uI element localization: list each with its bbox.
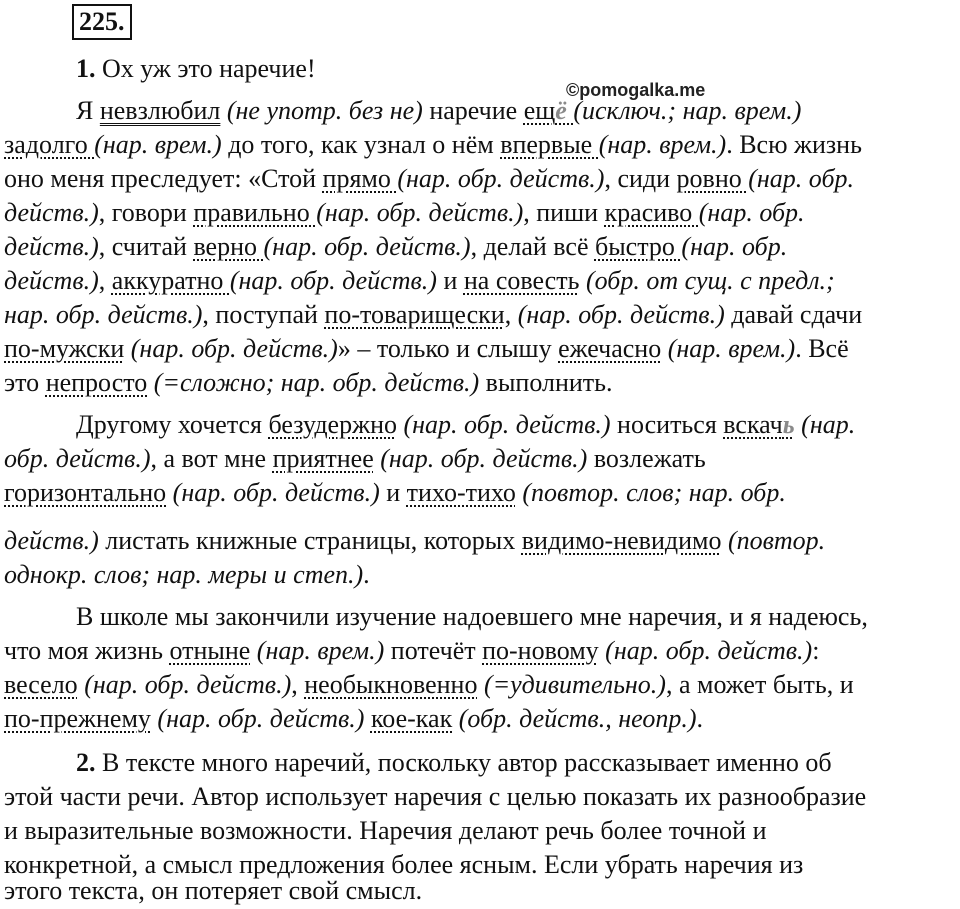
text-fragment: , говори: [98, 198, 194, 227]
annotation: (нар. врем.): [598, 130, 727, 159]
adverb: горизонтально: [4, 478, 167, 507]
adverb: правильно: [193, 198, 317, 227]
annotation: (нар. врем.): [661, 334, 796, 363]
text-fragment: выполнить.: [479, 368, 613, 397]
text-fragment: » – только и слышу: [337, 334, 559, 363]
annotation: (повтор. слов; нар. обр.: [515, 478, 786, 507]
annotation: (нар. обр.: [698, 198, 805, 227]
adverb: отныне: [169, 636, 251, 665]
text-fragment: . Всё: [795, 334, 849, 363]
annotation: (нар.: [794, 410, 856, 439]
exercise-number: 225.: [72, 4, 132, 40]
annotation: (не употр. без не): [220, 96, 423, 125]
text-line-2: [4, 128, 862, 162]
text-fragment: , сиди: [604, 164, 677, 193]
adverb: по-прежнему: [4, 704, 151, 733]
annotation: (нар. врем.): [94, 130, 222, 159]
annotation: (=сложно; нар. обр. действ.): [147, 368, 480, 397]
annotation: (нар. обр. действ.): [397, 164, 605, 193]
annotation: (повтор.: [721, 526, 826, 555]
adverb: непросто: [45, 368, 148, 397]
text-fragment: , делай всё: [470, 232, 595, 261]
text-fragment: Я: [76, 96, 100, 125]
text-fragment: ,: [291, 670, 305, 699]
annotation: (нар. обр. действ.): [517, 300, 725, 329]
adverb: красиво: [604, 198, 699, 227]
text-line-10: [76, 408, 855, 442]
text-line-6: [4, 264, 835, 298]
annotation: нар. обр. действ.): [4, 300, 203, 329]
text-fragment: давай сдачи: [724, 300, 863, 329]
text-fragment: В тексте много наречий, поскольку автор рассказывает именно об: [95, 748, 832, 777]
text-fragment: и: [379, 478, 407, 507]
text-line-16: [4, 634, 819, 668]
text-fragment: В школе мы закончили изучение надоевшего мне наречия, и я надеюсь,: [76, 602, 868, 631]
adverb: ещё: [523, 96, 574, 125]
task-1-number: 1.: [76, 54, 96, 83]
adverb: аккуратно: [111, 266, 230, 295]
annotation: (нар. обр. действ.): [316, 198, 524, 227]
text-fragment: Другому хочется: [76, 410, 269, 439]
adverb: по-товарищески: [324, 300, 505, 329]
task-2-line-3: [4, 814, 767, 848]
annotation: (нар. обр. действ.): [166, 478, 380, 507]
task-2-line-1: [76, 746, 832, 780]
text-fragment: конкретной, а смысл предложения более ясным. Если убрать наречия из: [4, 850, 804, 879]
annotation: (=удивительно.): [477, 670, 666, 699]
text-fragment: , считай: [98, 232, 194, 261]
annotation: действ.): [4, 198, 99, 227]
annotation: действ.): [4, 266, 99, 295]
annotation: (исключ.; нар. врем.): [573, 96, 802, 125]
text-fragment: до того, как узнал о нём: [221, 130, 501, 159]
annotation: действ.): [4, 526, 99, 555]
annotation: (нар. обр.: [748, 164, 855, 193]
text-fragment: .: [696, 704, 703, 733]
adverb: необыкновенно: [304, 670, 478, 699]
annotation: (нар. обр. действ.): [598, 636, 813, 665]
text-line-13: [4, 524, 825, 558]
annotation: (обр. от сущ. с предл.;: [579, 266, 835, 295]
adverb: невзлюбил: [99, 96, 221, 125]
text-fragment: , а может быть, и: [665, 670, 854, 699]
text-fragment: , пиши: [523, 198, 605, 227]
text-fragment: что моя жизнь: [4, 636, 170, 665]
adverb: ежечасно: [558, 334, 662, 363]
text-fragment: . Всю жизнь: [726, 130, 862, 159]
text-fragment: .: [363, 560, 370, 589]
text-fragment: , а вот мне: [150, 444, 273, 473]
adverb: вскачь: [723, 410, 795, 439]
text-line-1: [76, 94, 801, 128]
text-fragment: ,: [98, 266, 112, 295]
adverb: на совесть: [463, 266, 580, 295]
text-fragment: потечёт: [384, 636, 483, 665]
annotation: обр. действ.): [4, 444, 151, 473]
text-line-5: [4, 230, 787, 264]
watermark: ©pomogalka.me: [566, 80, 706, 100]
text-line-4: [4, 196, 805, 230]
text-fragment: этого текста, он потеряет свой смысл.: [4, 876, 423, 905]
adverb: верно: [193, 232, 264, 261]
annotation: (нар. обр. действ.): [150, 704, 365, 733]
task-1-heading: [76, 52, 316, 86]
task-1-title: Ох уж это наречие!: [102, 54, 316, 83]
adverb: быстро: [594, 232, 682, 261]
text-fragment: и выразительные возможности. Наречия делают речь более точной и: [4, 816, 767, 845]
text-fragment: листать книжные страницы, которых: [98, 526, 522, 555]
text-line-18: [4, 702, 703, 736]
annotation: (нар. обр.: [681, 232, 788, 261]
annotation: (нар. обр. действ.): [77, 670, 292, 699]
annotation: (нар. обр. действ.): [229, 266, 437, 295]
text-line-3: [4, 162, 854, 196]
adverb: задолго: [4, 130, 95, 159]
annotation: действ.): [4, 232, 99, 261]
text-fragment: ,: [504, 300, 518, 329]
annotation: (нар. обр. действ.): [373, 444, 588, 473]
text-line-7: [4, 298, 862, 332]
adverb: кое-как: [370, 704, 453, 733]
adverb: безудержно: [268, 410, 397, 439]
text-fragment: возлежать: [587, 444, 706, 473]
text-line-12: [4, 476, 786, 510]
adverb: приятнее: [272, 444, 374, 473]
text-line-9: [4, 366, 613, 400]
annotation: (нар. обр. действ.): [263, 232, 471, 261]
text-fragment: и: [436, 266, 464, 295]
adverb: ровно: [676, 164, 749, 193]
task-2-number: 2.: [76, 748, 96, 777]
text-line-15: [76, 600, 868, 634]
task-2-line-5: [4, 874, 422, 908]
adverb: по-мужски: [4, 334, 125, 363]
text-fragment: этой части речи. Автор использует наречия с целью показать их разнообразие: [4, 782, 867, 811]
text-fragment: носиться: [610, 410, 724, 439]
annotation: (нар. обр. действ.): [124, 334, 338, 363]
text-fragment: , поступай: [202, 300, 325, 329]
adverb: по-новому: [482, 636, 599, 665]
adverb: впервые: [500, 130, 599, 159]
adverb: видимо-невидимо: [521, 526, 722, 555]
adverb: прямо: [322, 164, 398, 193]
text-line-8: [4, 332, 849, 366]
annotation: (нар. врем.): [250, 636, 385, 665]
text-fragment: оно меня преследует: «Стой: [4, 164, 323, 193]
text-line-14: [4, 558, 370, 592]
text-fragment: это: [4, 368, 46, 397]
text-line-17: [4, 668, 854, 702]
annotation: (обр. действ., неопр.): [452, 704, 697, 733]
text-fragment: :: [812, 636, 820, 665]
text-fragment: наречие: [422, 96, 524, 125]
annotation: (нар. обр. действ.): [396, 410, 611, 439]
adverb: весело: [4, 670, 78, 699]
task-2-line-2: [4, 780, 866, 814]
annotation: однокр. слов; нар. меры и степ.): [4, 560, 364, 589]
text-line-11: [4, 442, 706, 476]
adverb: тихо-тихо: [406, 478, 516, 507]
